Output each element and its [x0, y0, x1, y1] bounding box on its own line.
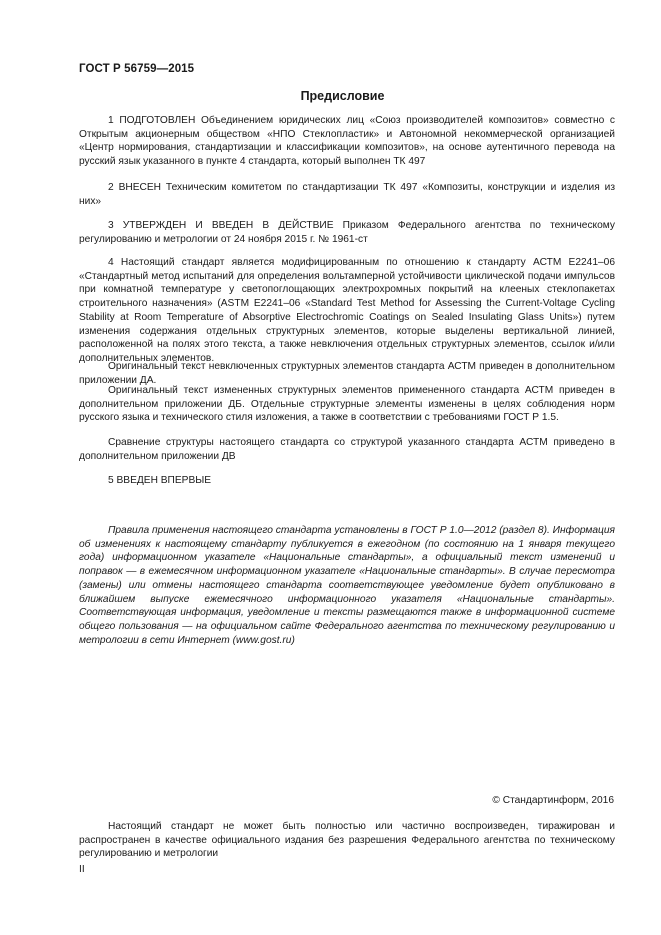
reproduction-notice: Настоящий стандарт не может быть полностью или частично воспроизведен, тиражирован и распространен в качестве официального издания без разрешения Федерального агентства по техническому регулированию и метрологии: [79, 821, 615, 860]
paragraph-approved: 3 УТВЕРЖДЕН И ВВЕДЕН В ДЕЙСТВИЕ Приказом Федерального агентства по техническому регулированию и метрологии от 24 ноября 2015 г. № 1961-ст: [79, 220, 615, 245]
rules-notice: Правила применения настоящего стандарта установлены в ГОСТ Р 1.0—2012 (раздел 8). Информация об изменениях к настоящему стандарту публикуется в ежегодном (по состоянию на 1 января текущего года) информационном указателе «Национальные стандарты», а официальный текст изменений и поправок — в ежемесячном информационном указателе «Национальные стандарты». В случае пересмотра (замены) или отмены настоящего стандарта соответствующее уведомление будет опубликовано в ближайшем выпуске ежемесячного информационного указателя «Национальные стандарты». Соответствующая информация, уведомление и тексты размещаются также в информационной системе общего пользования — на официальном сайте Федерального агентства по техническому регулированию и метрологии в сети Интернет (www.gost.ru): [79, 525, 615, 646]
copyright-line: © Стандартинформ, 2016: [492, 795, 614, 806]
paragraph-appendix-dv: Сравнение структуры настоящего стандарта со структурой указанного стандарта АСТМ приведено в дополнительном приложении ДВ: [79, 437, 615, 462]
paragraph-prepared-by: 1 ПОДГОТОВЛЕН Объединением юридических лиц «Союз производителей композитов» совместно с Открытым акционерным обществом «НПО Стеклопластик» и Автономной некоммерческой организацией «Центр нормирования, стандартизации и классификации композитов», на основе аутентичного перевода на русский язык указанного в пункте 4 стандарта, который выполнен ТК 497: [79, 115, 615, 168]
paragraph-appendix-db: Оригинальный текст измененных структурных элементов примененного стандарта АСТМ приведен в дополнительном приложении ДБ. Отдельные структурные элементы изменены в целях соблюдения норм русского языка и технического стиля изложения, а также в соответствии с требованиями ГОСТ Р 1.5.: [79, 385, 615, 424]
page-title: Предисловие: [300, 89, 385, 103]
paragraph-first-introduced: 5 ВВЕДЕН ВПЕРВЫЕ: [108, 475, 212, 486]
paragraph-modification: 4 Настоящий стандарт является модифицированным по отношению к стандарту АСТМ Е2241–06 «Стандартный метод испытаний для определения вольтамперной устойчивости циклической подачи импульсов при комнатной температуре у светопоглощающих электрохромных покрытий на клееных стеклопакетах строительного назначения» (ASTM E2241–06 «Standard Test Method for Assessing the Current-Voltage Cycling Stability at Room Temperature of Absorptive Electrochromic Coatings on Sealed Insulating Glass Units») путем изменения содержания отдельных структурных элементов, которые выделены вертикальной линией, расположенной на полях этого текста, а также невключения отдельных структурных элементов, ссылок и/или дополнительных элементов.: [79, 257, 615, 364]
document-id: ГОСТ Р 56759—2015: [79, 63, 195, 75]
page-number: II: [79, 864, 85, 875]
paragraph-introduced-by: 2 ВНЕСЕН Техническим комитетом по стандартизации ТК 497 «Композиты, конструкции и изделия из них»: [79, 182, 615, 207]
paragraph-appendix-da: Оригинальный текст невключенных структурных элементов стандарта АСТМ приведен в дополнительном приложении ДА.: [79, 361, 615, 386]
